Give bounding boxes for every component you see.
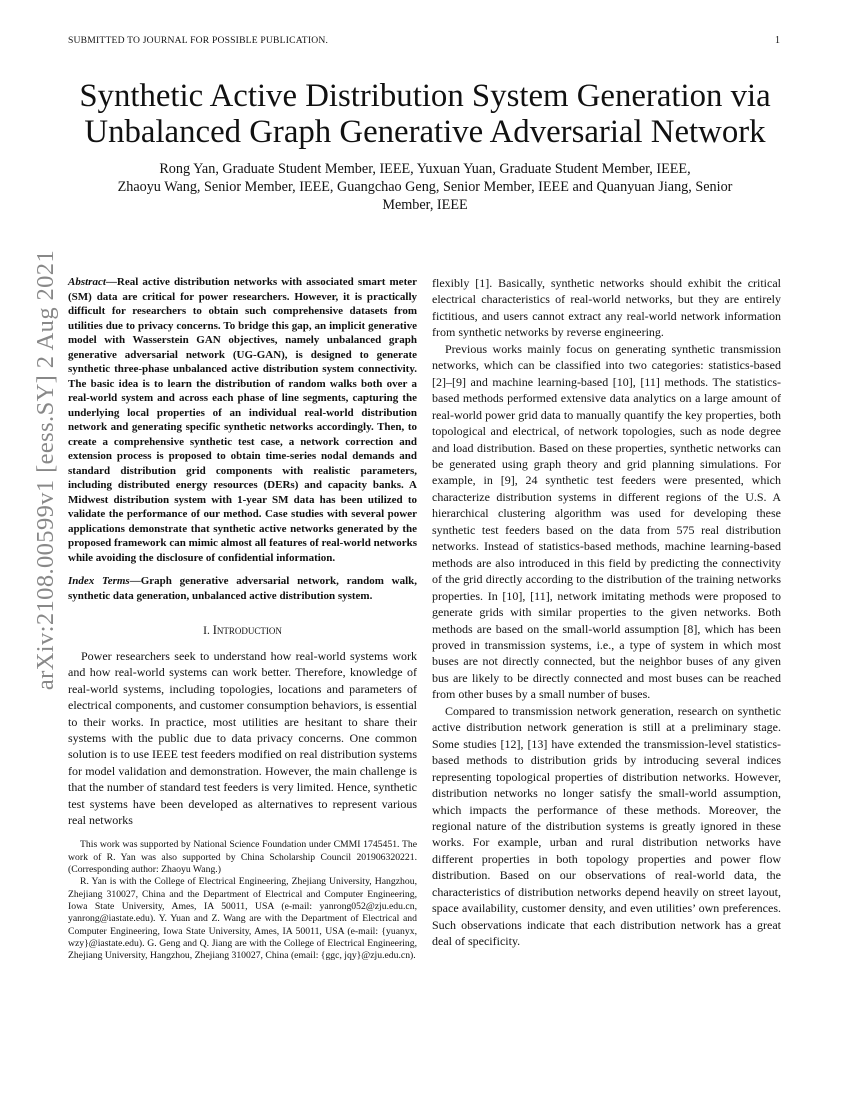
author-list [70,160,780,214]
paper-title [60,78,790,150]
intro-paragraph-1: Power researchers seek to understand how real-world systems work and how real-world systems can work better. Therefore, knowledge of real-world systems, including topologies, locations and parameters of electrical components, and customer consumption behaviors, is essential to their works. In practice, most utilities are hesitant to share their systems with the public due to data privacy concerns. One common solution is to use IEEE test feeders modified on real distribution systems for model validation and demonstration. However, the main challenge is that the number of standard test feeders is very limited. Hence, synthetic test systems have been developed as alternatives to represent various real networks [68,649,417,828]
intro-paragraph-continued: flexibly [1]. Basically, synthetic networks should exhibit the critical electrical characteristics of real-world networks, but they are entirely fictitious, and users cannot extract any real-world network information from synthetic networks by reverse engineering. [432,276,781,340]
authors-line-3: Member, IEEE [382,197,468,213]
index-terms-label: Index Terms [68,575,130,587]
section-heading-introduction [68,623,417,638]
left-column [68,275,417,962]
footnotes [68,839,417,962]
abstract-label: Abstract [68,276,106,288]
authors-line-2: Zhaoyu Wang, Senior Member, IEEE, Guangchao Geng, Senior Member, IEEE and Quanyuan Jiang, Senior [117,179,733,195]
section-numeral: I. [203,625,213,637]
abstract [68,275,417,565]
page-number: 1 [775,35,780,46]
section-name: Introduction [212,623,282,637]
right-column [432,275,781,950]
intro-paragraph-2: Previous works mainly focus on generating synthetic transmission networks, which can be classified into two categories: statistics-based [2]–[9] and machine learning-based [10], [11] methods. The statistics-based methods performed extensive data analytics on a large amount of real-world power grid data to manually quantify the key properties, both topological and electrical, of network topologies, such as node degree and load distribution. Based on these properties, synthetic networks can be generated using graph theory and grid planning simulations. For example, in [9], 24 synthetic test feeders were presented, which characterize distribution systems in different regions of the U.S. A hierarchical clustering algorithm was used for developing these synthetic test feeders based on the data from 575 real distribution networks. Instead of statistics-based methods, machine learning-based methods are also introduced in this field by predicting the connectivity of the grid directly according to the distribution of the training networks properties. In [10], [11], network imitating methods were proposed to generate grids with similar properties to the given networks. Both methods are based on the small-world assumption [8], which has been proved in transmission systems, i.e., a type of system in which most buses are not directly connected, but the neighbor buses of any given bus are likely to be directly connected and most buses can be reached from other buses by a small number of buses. [432,341,781,702]
index-terms [68,574,417,603]
arxiv-stamp-text: arXiv:2108.00599v1 [eess.SY] 2 Aug 2021 [32,249,59,691]
running-header: SUBMITTED TO JOURNAL FOR POSSIBLE PUBLICATION. [68,35,329,46]
authors-line-1: Rong Yan, Graduate Student Member, IEEE, Yuxuan Yuan, Graduate Student Member, IEEE, [159,161,691,177]
title-line-2: Unbalanced Graph Generative Adversarial Network [84,114,766,150]
title-line-1: Synthetic Active Distribution System Generation via [79,78,771,114]
abstract-text: —Real active distribution networks with associated smart meter (SM) data are critical for power researchers. However, it is practically difficult for researchers to obtain such comprehensive datasets from utilities due to privacy concerns. To bridge this gap, an implicit generative model with Wasserstein GAN objectives, namely unbalanced graph generative adversarial network (UG-GAN), is designed to generate synthetic three-phase unbalanced active distribution system connectivity. The basic idea is to learn the distribution of random walks both over a real-world system and across each phase of line segments, capturing the underlying local properties of an individual real-world distribution network and generating specific synthetic networks accordingly. Then, to create a comprehensive synthetic test case, a network correction and extension process is proposed to obtain time-series nodal demands and standard distribution grid components with realistic parameters, including distributed energy resources (DERs) and capacity banks. A Midwest distribution system with 1-year SM data has been utilized to validate the performance of our method. Case studies with several power applications demonstrate that synthetic active networks generated by the proposed framework can mimic almost all features of real-world networks while avoiding the disclosure of confidential information. [68,276,417,564]
footnote-funding: This work was supported by National Science Foundation under CMMI 1745451. The work of R. Yan was also supported by China Scholarship Council 201906320221. (Corresponding author: Zhaoyu Wang.) [68,839,417,876]
intro-paragraph-3: Compared to transmission network generation, research on synthetic active distribution network generation is still at a preliminary stage. Some studies [12], [13] have extended the transmission-level statistics-based methods to distribution grids by introducing several indices representing topological properties of distribution networks. However, distribution networks no longer satisfy the small-world assumption, which impacts the performance of these methods. Moreover, the regional nature of the distribution systems is greatly ignored in these works. For example, urban and rural distribution networks have different properties in both topology properties and power flow distribution. Based on our observations of real-world data, the characteristics of distribution networks depend heavily on street layout, space availability, customer density, and even utilities’ own preferences. Such observations indicate that each distribution network has a great deal of specificity. [432,703,781,949]
index-terms-text: —Graph generative adversarial network, random walk, synthetic data generation, unbalanced active distribution system. [68,575,418,602]
footnote-affiliations: R. Yan is with the College of Electrical Engineering, Zhejiang University, Hangzhou, Zhejiang 310027, China and the Department of Electrical and Computer Engineering, Iowa State University, Ames, IA 50011, USA (e-mail: yanrong052@zju.edu.cn, yanrong@iastate.edu). Y. Yuan and Z. Wang are with the Department of Electrical and Computer Engineering, Iowa State University, Ames, IA 50011, USA (e-mail: {yuanyx, wzy}@iastate.edu). G. Geng and Q. Jiang are with the College of Electrical Engineering, Zhejiang University, Hangzhou, Zhejiang 310027, China (email: {ggc, jqy}@zju.edu.cn). [68,876,417,962]
